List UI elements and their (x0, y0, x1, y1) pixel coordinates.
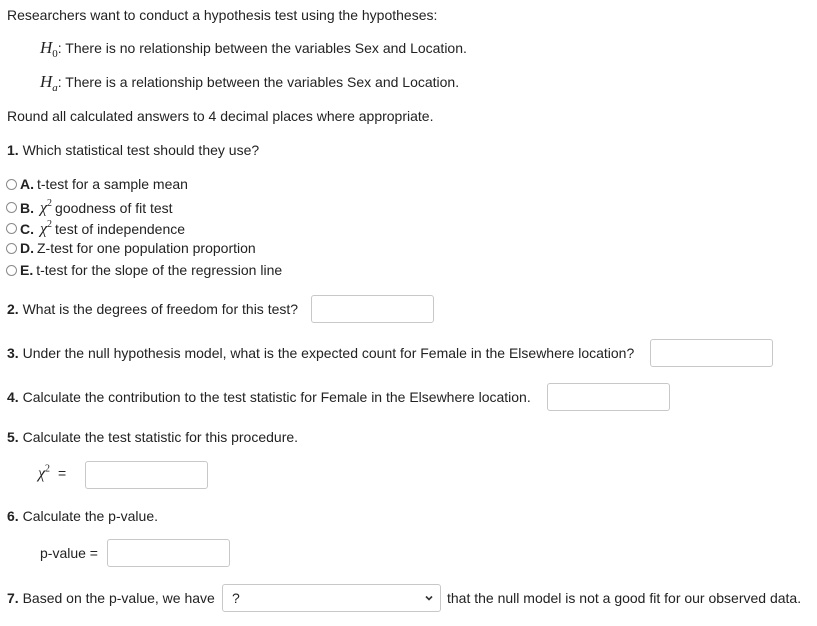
expected-count-input[interactable] (650, 339, 773, 367)
option-b[interactable] (6, 198, 173, 217)
test-statistic-label (38, 464, 66, 483)
option-c-letter: C. (20, 220, 34, 237)
alternative-hypothesis (40, 72, 459, 92)
question-7-number: 7. (7, 590, 19, 606)
question-1-number: 1. (7, 142, 19, 158)
question-4-number: 4. (7, 389, 19, 405)
option-d-letter: D. (20, 240, 34, 256)
option-b-text: goodness of fit test (55, 199, 173, 216)
question-1-text: Which statistical test should they use? (22, 142, 260, 158)
question-3 (7, 345, 634, 361)
question-6 (7, 508, 158, 524)
question-2-number: 2. (7, 301, 19, 317)
question-5-text: Calculate the test statistic for this procedure. (22, 429, 299, 445)
question-3-text: Under the null hypothesis model, what is the expected count for Female in the Elsewhere location? (22, 345, 635, 361)
question-7-suffix: that the null model is not a good fit for our observed data. (447, 590, 802, 606)
ha-symbol: $H_a$ (40, 72, 58, 94)
question-2 (7, 301, 298, 317)
question-4 (7, 389, 531, 405)
radio-circle-icon[interactable] (6, 202, 17, 213)
option-b-letter: B. (20, 199, 34, 216)
question-6-number: 6. (7, 508, 19, 524)
question-5-number: 5. (7, 429, 19, 445)
question-6-text: Calculate the p-value. (22, 508, 158, 524)
chi-square-symbol: $\chi^2$ (38, 464, 51, 483)
radio-circle-icon[interactable] (6, 179, 17, 190)
equals-sign: = (57, 465, 67, 482)
round-note: Round all calculated answers to 4 decimal places where appropriate. (7, 108, 434, 124)
degrees-of-freedom-input[interactable] (311, 295, 434, 323)
h0-symbol: $H_0$ (40, 38, 58, 60)
evidence-dropdown-value: ? (232, 590, 240, 606)
option-a-letter: A. (20, 176, 34, 192)
chevron-down-icon (424, 593, 434, 603)
chi-square-symbol: $\chi^2$ (40, 198, 53, 217)
question-2-text: What is the degrees of freedom for this test? (22, 301, 299, 317)
option-e-letter: E. (20, 262, 34, 278)
option-d-text: Z-test for one population proportion (37, 240, 256, 256)
question-1 (7, 142, 259, 158)
option-a[interactable] (6, 176, 188, 192)
contribution-input[interactable] (547, 383, 670, 411)
test-statistic-input[interactable] (85, 461, 208, 489)
option-e-text: t-test for the slope of the regression line (36, 262, 283, 278)
option-a-text: t-test for a sample mean (37, 176, 188, 192)
p-value-label: p-value = (40, 545, 98, 561)
p-value-input[interactable] (107, 539, 230, 567)
option-e[interactable] (6, 262, 282, 278)
question-7-text: Based on the p-value, we have (22, 590, 215, 606)
radio-circle-icon[interactable] (6, 243, 17, 254)
h0-text: : There is no relationship between the variables Sex and Location. (57, 40, 467, 56)
question-5 (7, 429, 298, 445)
null-hypothesis (40, 38, 467, 58)
option-c-text: test of independence (55, 220, 186, 237)
question-7 (7, 590, 215, 606)
option-d[interactable] (6, 240, 256, 256)
chi-square-symbol: $\chi^2$ (40, 219, 53, 238)
question-3-number: 3. (7, 345, 19, 361)
intro-text: Researchers want to conduct a hypothesis test using the hypotheses: (7, 7, 438, 23)
option-c[interactable] (6, 219, 185, 238)
question-4-text: Calculate the contribution to the test statistic for Female in the Elsewhere location. (22, 389, 531, 405)
radio-circle-icon[interactable] (6, 223, 17, 234)
radio-circle-icon[interactable] (6, 265, 17, 276)
evidence-dropdown[interactable] (222, 584, 441, 612)
ha-text: : There is a relationship between the variables Sex and Location. (57, 74, 460, 90)
